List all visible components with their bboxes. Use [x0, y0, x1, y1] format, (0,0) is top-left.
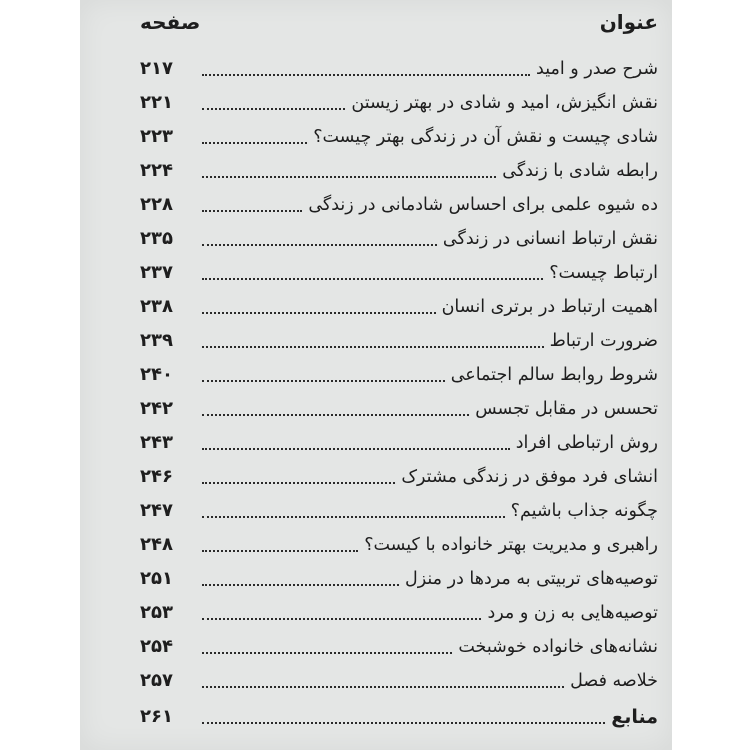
leader-dots: [202, 448, 510, 450]
toc-entry-title: ده شیوه علمی برای احساس شادمانی در زندگی: [308, 195, 658, 215]
toc-entry: [140, 358, 658, 392]
toc-entry-title: شروط روابط سالم اجتماعی: [450, 365, 658, 385]
toc-entry-page: ۲۴۶: [140, 466, 173, 487]
toc-entry: [140, 664, 658, 698]
leader-dots: [202, 550, 358, 552]
leader-dots: [202, 346, 544, 348]
toc-entry-page: ۲۳۸: [140, 296, 173, 317]
leader-dots: [202, 618, 481, 620]
toc-entry-page: ۲۲۴: [140, 160, 173, 181]
toc-entry-title: رابطه شادی با زندگی: [502, 161, 658, 181]
toc-entry-page: ۲۴۷: [140, 500, 173, 521]
column-title-heading: عنوان: [599, 10, 658, 34]
toc-entry-page: ۲۴۸: [140, 534, 173, 555]
toc-entry-page: ۲۵۱: [140, 568, 173, 589]
toc-entry-title: نقش انگیزش، امید و شادی در بهتر زیستن: [351, 93, 658, 113]
toc-entry-page: ۲۴۰: [140, 364, 173, 385]
toc-entry: [140, 256, 658, 290]
toc-entry: [140, 188, 658, 222]
leader-dots: [202, 652, 452, 654]
toc-entry-page: ۲۱۷: [140, 58, 173, 79]
toc-entry-references: [140, 700, 658, 734]
toc-entry-title: انشای فرد موفق در زندگی مشترک: [401, 467, 658, 487]
leader-dots: [202, 176, 496, 178]
leader-dots: [202, 380, 445, 382]
toc-entry-title: اهمیت ارتباط در برتری انسان: [441, 297, 658, 317]
toc-entry-page: ۲۴۳: [140, 432, 173, 453]
leader-dots: [202, 210, 302, 212]
toc-entry-page: ۲۵۳: [140, 602, 173, 623]
toc-entry: [140, 392, 658, 426]
toc-entry-title: ضرورت ارتباط: [549, 331, 658, 351]
leader-dots: [202, 244, 437, 246]
column-page-heading: صفحه: [140, 10, 201, 34]
toc-entry-page: ۲۲۳: [140, 126, 173, 147]
toc-entry: [140, 222, 658, 256]
toc-entry-page: ۲۳۵: [140, 228, 173, 249]
book-page: [80, 0, 672, 750]
leader-dots: [202, 142, 307, 144]
toc-entry: [140, 494, 658, 528]
toc-entry-title: چگونه جذاب باشیم؟: [510, 501, 658, 521]
toc-entry-title: راهبری و مدیریت بهتر خانواده با کیست؟: [364, 535, 658, 555]
toc-entry-title: منابع: [611, 706, 658, 728]
toc-entry-title: شادی چیست و نقش آن در زندگی بهتر چیست؟: [313, 127, 658, 147]
toc-entry-title: ارتباط چیست؟: [549, 263, 658, 283]
toc-entry-title: خلاصه فصل: [570, 671, 658, 691]
toc-entry-title: شرح صدر و امید: [536, 59, 658, 79]
toc-entry-page: ۲۵۷: [140, 670, 173, 691]
toc-entry: [140, 460, 658, 494]
toc-entry: [140, 86, 658, 120]
toc-entry-page: ۲۲۱: [140, 92, 173, 113]
toc-entry: [140, 120, 658, 154]
leader-dots: [202, 278, 543, 280]
toc-header: [140, 6, 658, 40]
toc-entry: [140, 596, 658, 630]
toc-entry: [140, 154, 658, 188]
leader-dots: [202, 312, 436, 314]
toc-entry-title: تحسس در مقابل تجسس: [475, 399, 658, 419]
toc-entry-page: ۲۴۲: [140, 398, 173, 419]
toc-entry-title: نشانه‌های خانواده خوشبخت: [458, 637, 658, 657]
toc-entry: [140, 324, 658, 358]
toc-entry-title: توصیه‌های تربیتی به مردها در منزل: [405, 569, 658, 589]
toc-entry: [140, 52, 658, 86]
leader-dots: [202, 584, 399, 586]
toc-entry-page: ۲۲۸: [140, 194, 173, 215]
toc-entry: [140, 528, 658, 562]
toc-entry-title: نقش ارتباط انسانی در زندگی: [442, 229, 658, 249]
leader-dots: [202, 516, 505, 518]
leader-dots: [202, 108, 345, 110]
toc-entry-title: روش ارتباطی افراد: [515, 433, 658, 453]
toc-entry: [140, 290, 658, 324]
toc-entry-page: ۲۳۷: [140, 262, 173, 283]
toc-entry: [140, 562, 658, 596]
leader-dots: [202, 414, 469, 416]
toc-entry-title: توصیه‌هایی به زن و مرد: [487, 603, 658, 623]
leader-dots: [202, 74, 530, 76]
leader-dots: [202, 482, 395, 484]
toc-entry: [140, 426, 658, 460]
leader-dots: [202, 722, 605, 724]
leader-dots: [202, 686, 564, 688]
toc-entry-page: ۲۳۹: [140, 330, 173, 351]
toc-entry-page: ۲۶۱: [140, 706, 173, 727]
toc-entry-page: ۲۵۴: [140, 636, 173, 657]
toc-list: [140, 52, 658, 698]
toc-entry: [140, 630, 658, 664]
